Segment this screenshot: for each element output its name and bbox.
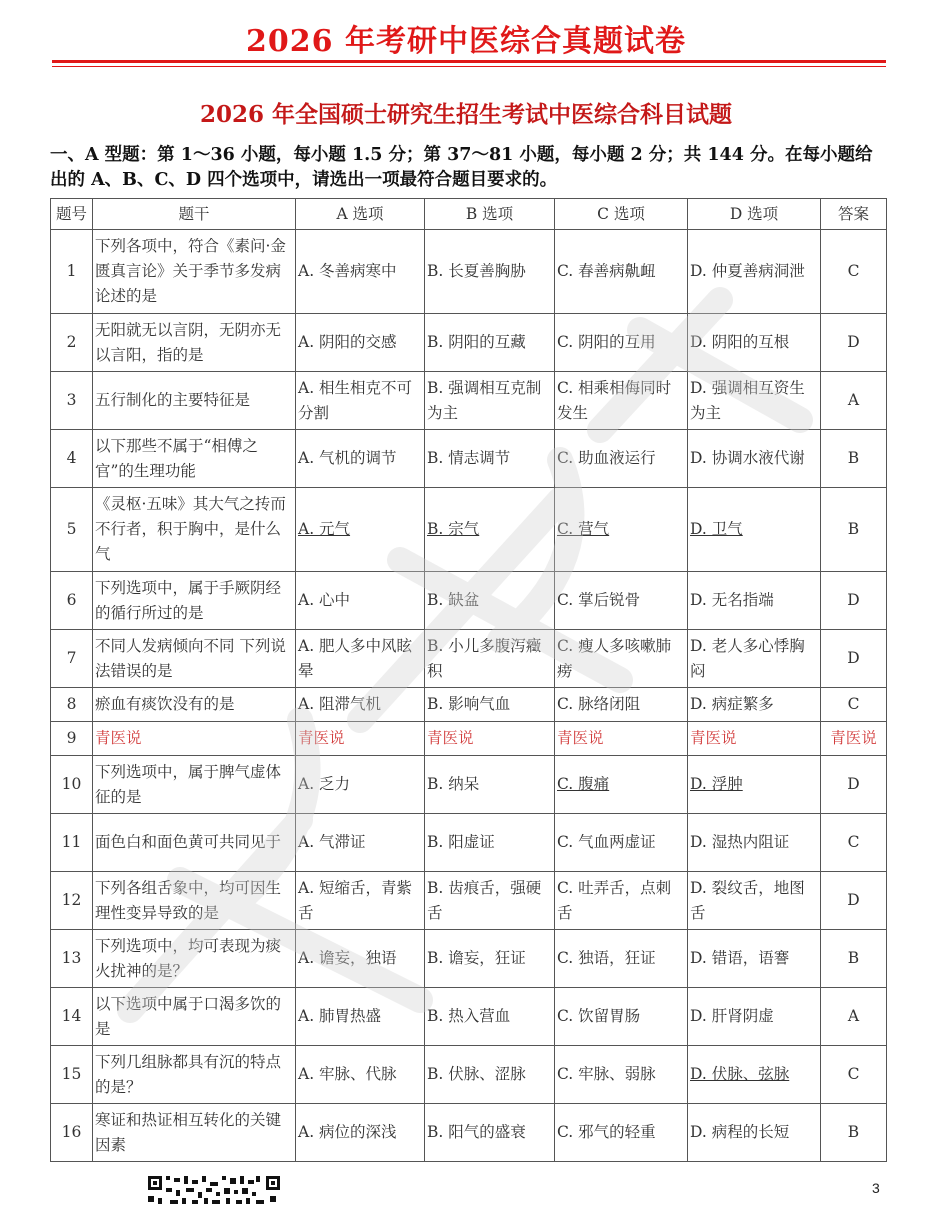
option-c: C. 阴阳的互用 — [555, 314, 688, 372]
option-d: D. 无名指端 — [688, 572, 821, 630]
option-a: A. 心中 — [296, 572, 425, 630]
question-number: 14 — [51, 988, 93, 1046]
table-row — [51, 1046, 887, 1104]
option-b: B. 热入营血 — [425, 988, 555, 1046]
option-d: D. 裂纹舌，地图舌 — [688, 872, 821, 930]
question-stem: 无阳就无以言阴，无阴亦无以言阳，指的是 — [93, 314, 296, 372]
answer: A — [821, 988, 887, 1046]
question-number: 9 — [51, 722, 93, 756]
option-c: C. 助血液运行 — [555, 430, 688, 488]
option-d: D. 强调相互资生为主 — [688, 372, 821, 430]
qr-code — [146, 1172, 284, 1206]
answer: D — [821, 756, 887, 814]
option-c: C. 营气 — [555, 488, 688, 572]
question-stem: 下列各项中，符合《素问·金匮真言论》关于季节多发病论述的是 — [93, 230, 296, 314]
option-c: 青医说 — [555, 722, 688, 756]
option-b: B. 阳虚证 — [425, 814, 555, 872]
page-number: 3 — [872, 1180, 880, 1196]
table-row — [51, 430, 887, 488]
option-d: D. 病程的长短 — [688, 1104, 821, 1162]
question-stem: 以下选项中属于口渴多饮的是 — [93, 988, 296, 1046]
question-stem: 下列各组舌象中，均可因生理性变异导致的是 — [93, 872, 296, 930]
table-row — [51, 872, 887, 930]
option-a: A. 谵妄，独语 — [296, 930, 425, 988]
table-row — [51, 372, 887, 430]
option-c: C. 脉络闭阻 — [555, 688, 688, 722]
question-number: 1 — [51, 230, 93, 314]
question-number: 2 — [51, 314, 93, 372]
table-row — [51, 756, 887, 814]
document-title: 2026 年考研中医综合真题试卷 — [246, 24, 686, 59]
table-row — [51, 230, 887, 314]
question-number: 4 — [51, 430, 93, 488]
question-stem: 瘀血有痰饮没有的是 — [93, 688, 296, 722]
header-stem: 题干 — [93, 199, 296, 230]
question-number: 7 — [51, 630, 93, 688]
table-row — [51, 1104, 887, 1162]
header-answer: 答案 — [821, 199, 887, 230]
header-option-d: D 选项 — [688, 199, 821, 230]
question-number: 13 — [51, 930, 93, 988]
option-b: B. 宗气 — [425, 488, 555, 572]
table-row — [51, 930, 887, 988]
answer: C — [821, 230, 887, 314]
title-rule-thin — [52, 66, 886, 67]
question-number: 12 — [51, 872, 93, 930]
question-stem: 不同人发病倾向不同 下列说法错误的是 — [93, 630, 296, 688]
table-row — [51, 314, 887, 372]
option-a: A. 病位的深浅 — [296, 1104, 425, 1162]
option-d: D. 卫气 — [688, 488, 821, 572]
table-row — [51, 630, 887, 688]
option-a: A. 乏力 — [296, 756, 425, 814]
answer: B — [821, 488, 887, 572]
option-b: B. 阴阳的互藏 — [425, 314, 555, 372]
question-stem: 《灵枢·五味》其大气之抟而不行者，积于胸中，是什么气 — [93, 488, 296, 572]
option-a: A. 短缩舌，青紫舌 — [296, 872, 425, 930]
title-rule — [52, 60, 886, 63]
answer: C — [821, 814, 887, 872]
option-c: C. 独语，狂证 — [555, 930, 688, 988]
option-a: A. 牢脉、代脉 — [296, 1046, 425, 1104]
option-a: A. 肺胃热盛 — [296, 988, 425, 1046]
answer: B — [821, 430, 887, 488]
option-b: B. 齿痕舌，强硬舌 — [425, 872, 555, 930]
header-option-b: B 选项 — [425, 199, 555, 230]
option-d: D. 伏脉、弦脉 — [688, 1046, 821, 1104]
header-option-c: C 选项 — [555, 199, 688, 230]
option-a: A. 气机的调节 — [296, 430, 425, 488]
option-c: C. 饮留胃肠 — [555, 988, 688, 1046]
answer: D — [821, 872, 887, 930]
option-a: 青医说 — [296, 722, 425, 756]
option-b: B. 伏脉、涩脉 — [425, 1046, 555, 1104]
option-b: B. 情志调节 — [425, 430, 555, 488]
question-number: 15 — [51, 1046, 93, 1104]
answer: 青医说 — [821, 722, 887, 756]
question-stem: 青医说 — [93, 722, 296, 756]
question-number: 3 — [51, 372, 93, 430]
header-num: 题号 — [51, 199, 93, 230]
question-stem: 寒证和热证相互转化的关键因素 — [93, 1104, 296, 1162]
question-stem: 以下那些不属于“相傅之官”的生理功能 — [93, 430, 296, 488]
option-d: D. 病症繁多 — [688, 688, 821, 722]
question-number: 16 — [51, 1104, 93, 1162]
answer: C — [821, 688, 887, 722]
option-b: B. 纳呆 — [425, 756, 555, 814]
option-c: C. 瘦人多咳嗽肺痨 — [555, 630, 688, 688]
option-b: B. 长夏善胸胁 — [425, 230, 555, 314]
question-number: 8 — [51, 688, 93, 722]
option-c: C. 吐弄舌，点刺舌 — [555, 872, 688, 930]
option-b: B. 强调相互克制为主 — [425, 372, 555, 430]
answer: A — [821, 372, 887, 430]
option-a: A. 肥人多中风眩晕 — [296, 630, 425, 688]
question-stem: 下列选项中，均可表现为痰火扰神的是？ — [93, 930, 296, 988]
answer: B — [821, 1104, 887, 1162]
option-b: 青医说 — [425, 722, 555, 756]
option-a: A. 冬善病寒中 — [296, 230, 425, 314]
question-number: 10 — [51, 756, 93, 814]
table-row — [51, 814, 887, 872]
option-b: B. 缺盆 — [425, 572, 555, 630]
answer: D — [821, 630, 887, 688]
option-b: B. 小儿多腹泻癥积 — [425, 630, 555, 688]
question-stem: 面色白和面色黄可共同见于 — [93, 814, 296, 872]
option-a: A. 阴阳的交感 — [296, 314, 425, 372]
question-stem: 五行制化的主要特征是 — [93, 372, 296, 430]
option-d: D. 阴阳的互根 — [688, 314, 821, 372]
answer: B — [821, 930, 887, 988]
option-a: A. 元气 — [296, 488, 425, 572]
option-d: D. 仲夏善病洞泄 — [688, 230, 821, 314]
table-header-row — [51, 199, 887, 230]
table-row — [51, 488, 887, 572]
option-a: A. 相生相克不可分割 — [296, 372, 425, 430]
option-d: D. 老人多心悸胸闷 — [688, 630, 821, 688]
option-d: D. 错语，语謇 — [688, 930, 821, 988]
table-row — [51, 988, 887, 1046]
header-option-a: A 选项 — [296, 199, 425, 230]
option-d: D. 浮肿 — [688, 756, 821, 814]
question-stem: 下列选项中，属于脾气虚体征的是 — [93, 756, 296, 814]
option-c: C. 腹痛 — [555, 756, 688, 814]
option-c: C. 相乘相侮同时发生 — [555, 372, 688, 430]
question-number: 5 — [51, 488, 93, 572]
table-row — [51, 722, 887, 756]
option-b: B. 谵妄，狂证 — [425, 930, 555, 988]
option-c: C. 牢脉、弱脉 — [555, 1046, 688, 1104]
exam-subtitle: 2026 年全国硕士研究生招生考试中医综合科目试题 — [199, 101, 733, 128]
answer: D — [821, 314, 887, 372]
option-d: D. 湿热内阻证 — [688, 814, 821, 872]
answer: D — [821, 572, 887, 630]
section-instructions: 一、A 型题：第 1～36 小题，每小题 1.5 分；第 37～81 小题，每小题 2 分；共 144 分。在每小题给出的 A、B、C、D 四个选项中，请选出一项最符合题目要求的。 — [50, 145, 873, 190]
option-c: C. 春善病鼽衄 — [555, 230, 688, 314]
option-b: B. 影响气血 — [425, 688, 555, 722]
option-d: D. 协调水液代谢 — [688, 430, 821, 488]
answer: C — [821, 1046, 887, 1104]
option-a: A. 气滞证 — [296, 814, 425, 872]
question-table — [50, 198, 887, 1162]
question-number: 11 — [51, 814, 93, 872]
option-d: D. 肝肾阴虚 — [688, 988, 821, 1046]
question-number: 6 — [51, 572, 93, 630]
option-c: C. 掌后锐骨 — [555, 572, 688, 630]
table-row — [51, 688, 887, 722]
option-d: 青医说 — [688, 722, 821, 756]
table-row — [51, 572, 887, 630]
question-stem: 下列选项中，属于手厥阴经的循行所过的是 — [93, 572, 296, 630]
option-c: C. 气血两虚证 — [555, 814, 688, 872]
option-c: C. 邪气的轻重 — [555, 1104, 688, 1162]
question-stem: 下列几组脉都具有沉的特点的是？ — [93, 1046, 296, 1104]
option-a: A. 阻滞气机 — [296, 688, 425, 722]
option-b: B. 阳气的盛衰 — [425, 1104, 555, 1162]
